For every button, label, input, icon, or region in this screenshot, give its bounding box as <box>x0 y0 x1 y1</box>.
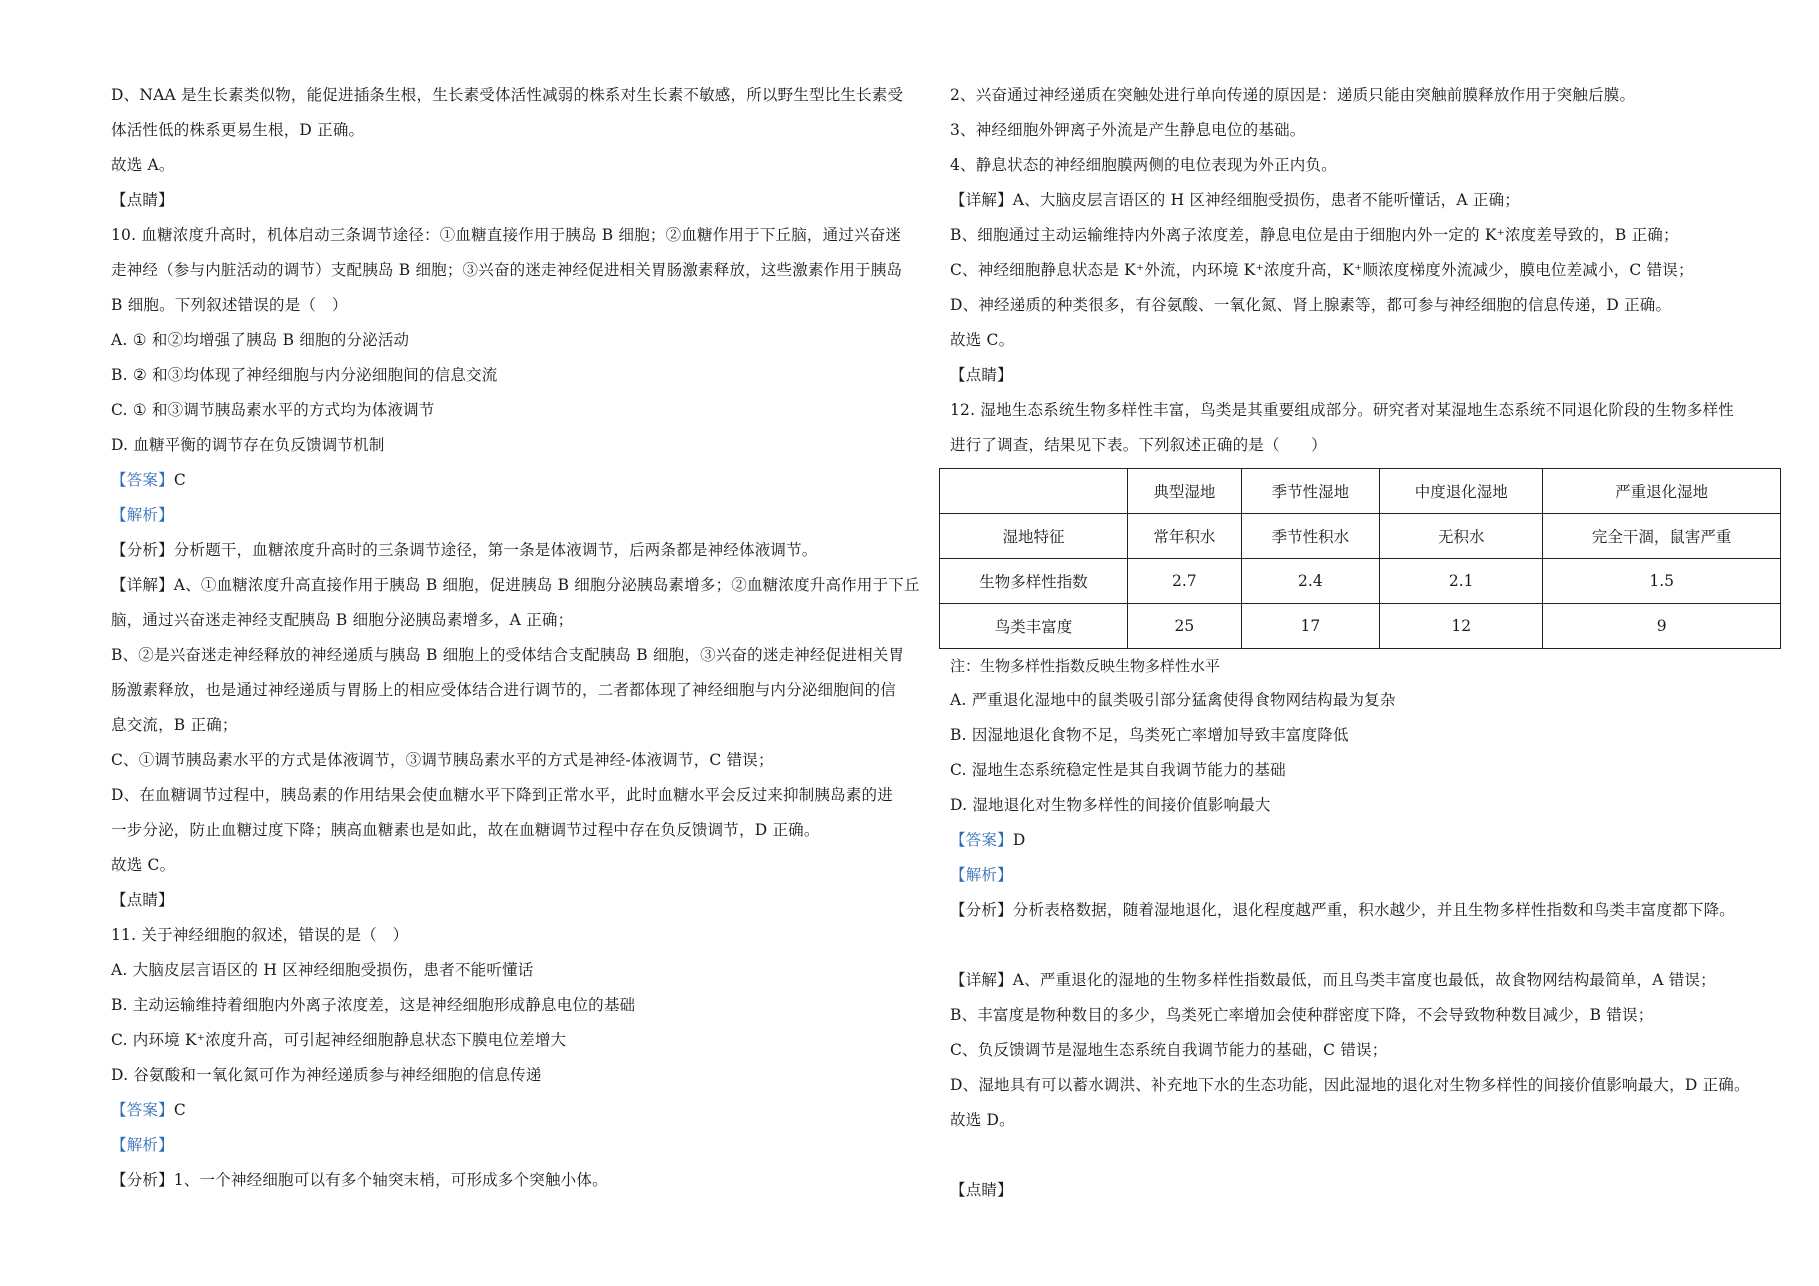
text-line: D、湿地具有可以蓄水调洪、补充地下水的生态功能，因此湿地的退化对生物多样性的间接价值影响最大，D 正确。 <box>950 1076 1750 1094</box>
analysis-label: 【解析】 <box>950 866 1013 884</box>
table-cell: 9 <box>1543 604 1781 649</box>
table-cell: 常年积水 <box>1128 514 1242 559</box>
text-line: 【点睛】 <box>111 891 174 909</box>
answer-value: C <box>173 471 186 489</box>
text-line: 3、神经细胞外钾离子外流是产生静息电位的基础。 <box>950 121 1306 139</box>
analysis-label: 【解析】 <box>111 1136 174 1154</box>
table-cell: 典型湿地 <box>1128 469 1242 514</box>
right-column <box>950 78 1755 1208</box>
answer-label: 【答案】 <box>950 831 1013 849</box>
table-cell: 1.5 <box>1543 559 1781 604</box>
table-cell: 2.1 <box>1380 559 1543 604</box>
answer-label: 【答案】 <box>111 1101 174 1119</box>
text-line: 体活性低的株系更易生根，D 正确。 <box>111 121 365 139</box>
text-line: C、①调节胰岛素水平的方式是体液调节，③调节胰岛素水平的方式是神经-体液调节，C 错误； <box>111 751 774 769</box>
text-line: C、神经细胞静息状态是 K⁺外流，内环境 K⁺浓度升高，K⁺顺浓度梯度外流减少，膜电位差减小，C 错误； <box>950 261 1694 279</box>
text-line: 【分析】分析题干，血糖浓度升高时的三条调节途径，第一条是体液调节，后两条都是神经体液调节。 <box>111 541 818 559</box>
text-line: 【分析】分析表格数据，随着湿地退化，退化程度越严重，积水越少，并且生物多样性指数和鸟类丰富度都下降。 <box>950 901 1736 919</box>
option-b: B. ② 和③均体现了神经细胞与内分泌细胞间的信息交流 <box>111 366 498 384</box>
option-d: D. 湿地退化对生物多样性的间接价值影响最大 <box>950 796 1271 814</box>
table-cell: 2.7 <box>1128 559 1242 604</box>
wetland-table <box>939 468 1781 649</box>
text-line: 故选 C。 <box>950 331 1015 349</box>
text-line: 脑，通过兴奋迷走神经支配胰岛 B 细胞分泌胰岛素增多，A 正确； <box>111 611 574 629</box>
spacer <box>950 928 1755 963</box>
table-cell <box>940 469 1128 514</box>
question-11-stem: 11. 关于神经细胞的叙述，错误的是（ ） <box>111 926 409 944</box>
question-12-stem: 进行了调查，结果见下表。下列叙述正确的是（ ） <box>950 436 1327 454</box>
text-line: 一步分泌，防止血糖过度下降；胰高血糖素也是如此，故在血糖调节过程中存在负反馈调节，D 正确。 <box>111 821 820 839</box>
text-line: 故选 C。 <box>111 856 176 874</box>
answer-line <box>111 463 923 498</box>
question-10-stem: B 细胞。下列叙述错误的是（ ） <box>111 296 348 314</box>
text-line: 【点睛】 <box>111 191 174 209</box>
option-c: C. 内环境 K⁺浓度升高，可引起神经细胞静息状态下膜电位差增大 <box>111 1031 567 1049</box>
option-a: A. 严重退化湿地中的鼠类吸引部分猛禽使得食物网结构最为复杂 <box>950 691 1396 709</box>
table-cell: 无积水 <box>1380 514 1543 559</box>
table-header-row <box>940 469 1781 514</box>
text-line: 【分析】1、一个神经细胞可以有多个轴突末梢，可形成多个突触小体。 <box>111 1171 608 1189</box>
table-row <box>940 514 1781 559</box>
text-line: 【详解】A、严重退化的湿地的生物多样性指数最低，而且鸟类丰富度也最低，故食物网结构最简单，A 错误； <box>950 971 1716 989</box>
text-line: 【点睛】 <box>950 1181 1013 1199</box>
text-line: 4、静息状态的神经细胞膜两侧的电位表现为外正内负。 <box>950 156 1337 174</box>
text-line: 2、兴奋通过神经递质在突触处进行单向传递的原因是：递质只能由突触前膜释放作用于突触后膜。 <box>950 86 1636 104</box>
answer-value: C <box>173 1101 186 1119</box>
question-12-stem: 12. 湿地生态系统生物多样性丰富，鸟类是其重要组成部分。研究者对某湿地生态系统不同退化阶段的生物多样性 <box>950 401 1734 419</box>
option-b: B. 主动运输维持着细胞内外离子浓度差，这是神经细胞形成静息电位的基础 <box>111 996 636 1014</box>
option-b: B. 因湿地退化食物不足，鸟类死亡率增加导致丰富度降低 <box>950 726 1349 744</box>
question-10-stem: 10. 血糖浓度升高时，机体启动三条调节途径：①血糖直接作用于胰岛 B 细胞；②血糖作用于下丘脑，通过兴奋迷 <box>111 226 902 244</box>
table-row <box>940 604 1781 649</box>
table-row <box>940 559 1781 604</box>
option-a: A. ① 和②均增强了胰岛 B 细胞的分泌活动 <box>111 331 410 349</box>
table-cell: 中度退化湿地 <box>1380 469 1543 514</box>
text-line: 故选 D。 <box>950 1111 1015 1129</box>
text-line: 故选 A。 <box>111 156 175 174</box>
option-c: C. ① 和③调节胰岛素水平的方式均为体液调节 <box>111 401 435 419</box>
table-cell: 季节性湿地 <box>1241 469 1379 514</box>
text-line: B、细胞通过主动运输维持内外离子浓度差，静息电位是由于细胞内外一定的 K⁺浓度差导致的，B 正确； <box>950 226 1679 244</box>
text-line: C、负反馈调节是湿地生态系统自我调节能力的基础，C 错误； <box>950 1041 1388 1059</box>
answer-line <box>111 1093 923 1128</box>
text-line: D、神经递质的种类很多，有谷氨酸、一氧化氮、肾上腺素等，都可参与神经细胞的信息传递，D 正确。 <box>950 296 1672 314</box>
table-cell: 季节性积水 <box>1241 514 1379 559</box>
spacer <box>950 1138 1755 1173</box>
table-cell: 生物多样性指数 <box>940 559 1128 604</box>
answer-line <box>950 823 1755 858</box>
answer-value: D <box>1012 831 1026 849</box>
table-cell: 25 <box>1128 604 1242 649</box>
text-line: 息交流，B 正确； <box>111 716 238 734</box>
table-cell: 12 <box>1380 604 1543 649</box>
option-d: D. 谷氨酸和一氧化氮可作为神经递质参与神经细胞的信息传递 <box>111 1066 542 1084</box>
table-cell: 鸟类丰富度 <box>940 604 1128 649</box>
option-d: D. 血糖平衡的调节存在负反馈调节机制 <box>111 436 385 454</box>
text-line: 【详解】A、大脑皮层言语区的 H 区神经细胞受损伤，患者不能听懂话，A 正确； <box>950 191 1520 209</box>
option-c: C. 湿地生态系统稳定性是其自我调节能力的基础 <box>950 761 1286 779</box>
text-line: B、②是兴奋迷走神经释放的神经递质与胰岛 B 细胞上的受体结合支配胰岛 B 细胞，③兴奋的迷走神经促进相关胃 <box>111 646 905 664</box>
question-10-stem: 走神经（参与内脏活动的调节）支配胰岛 B 细胞；③兴奋的迷走神经促进相关胃肠激素释放，这些激素作用于胰岛 <box>111 261 903 279</box>
left-column <box>111 78 923 1198</box>
text-line: 肠激素释放，也是通过神经递质与胃肠上的相应受体结合进行调节的，二者都体现了神经细胞与内分泌细胞间的信 <box>111 681 897 699</box>
text-line: D、在血糖调节过程中，胰岛素的作用结果会使血糖水平下降到正常水平，此时血糖水平会反过来抑制胰岛素的进 <box>111 786 893 804</box>
text-line: D、NAA 是生长素类似物，能促进插条生根，生长素受体活性减弱的株系对生长素不敏感，所以野生型比生长素受 <box>111 86 904 104</box>
analysis-label: 【解析】 <box>111 506 174 524</box>
text-line: 【点睛】 <box>950 366 1013 384</box>
table-cell: 严重退化湿地 <box>1543 469 1781 514</box>
table-cell: 17 <box>1241 604 1379 649</box>
table-note: 注：生物多样性指数反映生物多样性水平 <box>950 657 1221 675</box>
option-a: A. 大脑皮层言语区的 H 区神经细胞受损伤，患者不能听懂话 <box>111 961 534 979</box>
table-cell: 完全干涸，鼠害严重 <box>1543 514 1781 559</box>
text-line: 【详解】A、①血糖浓度升高直接作用于胰岛 B 细胞，促进胰岛 B 细胞分泌胰岛素增多；②血糖浓度升高作用于下丘 <box>111 576 920 594</box>
table-cell: 2.4 <box>1241 559 1379 604</box>
text-line: B、丰富度是物种数目的多少，鸟类死亡率增加会使种群密度下降，不会导致物种数目减少，B 错误； <box>950 1006 1654 1024</box>
answer-label: 【答案】 <box>111 471 174 489</box>
table-cell: 湿地特征 <box>940 514 1128 559</box>
